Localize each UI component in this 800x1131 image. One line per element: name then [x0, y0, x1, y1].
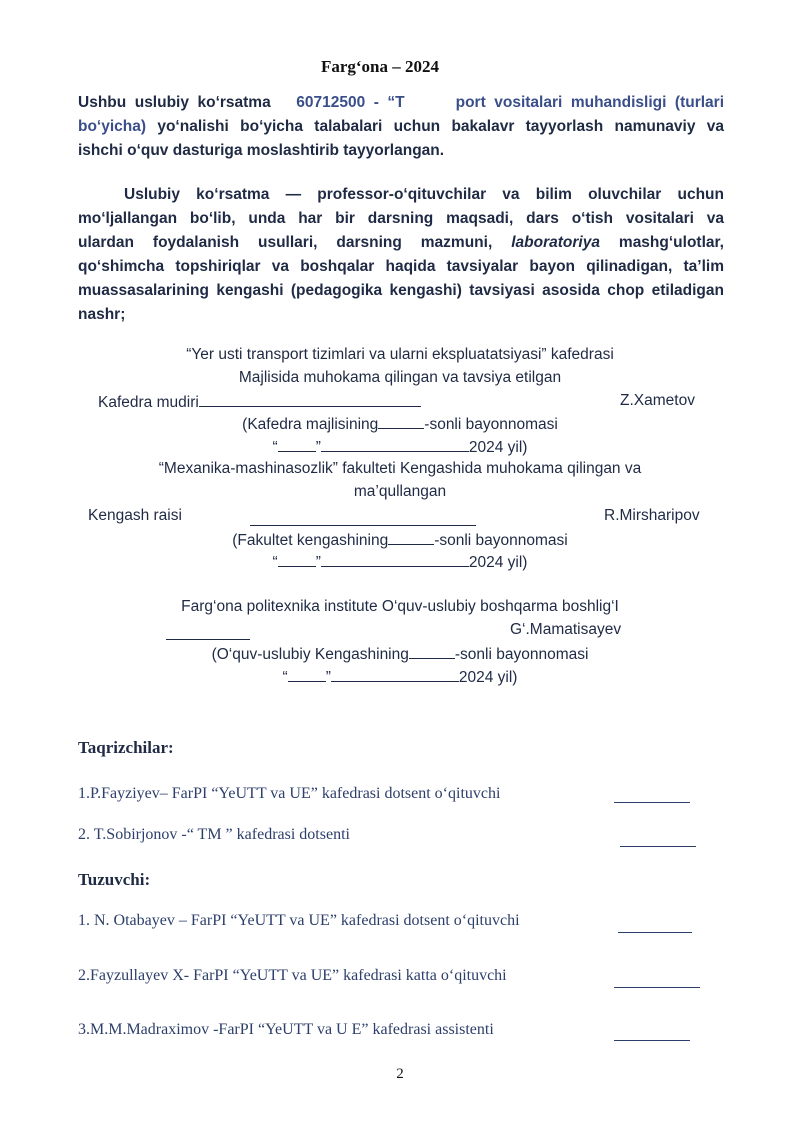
description-line-4: qo‘shimcha topshiriqlar va boshqalar haqida tavsiyalar bayon qilinadigan, ta’lim	[78, 258, 724, 275]
description-line-3: ulardan foydalanish usullari, darsning mazmuni, laboratoriya mashg‘ulotlar,	[78, 234, 724, 251]
institute-head-name: G‘.Mamatisayev	[510, 621, 622, 638]
faculty-line-2: ma’qullangan	[353, 483, 447, 500]
department-role: Kafedra mudiri	[98, 392, 421, 412]
faculty-minutes: (Fakultet kengashining -sonli bayonnomasi	[232, 532, 568, 549]
department-date: “ ” 2024 yil)	[272, 439, 528, 456]
reviewers-heading: Taqrizchilar:	[78, 738, 174, 757]
description-line-1: Uslubiy ko‘rsatma — professor-o‘qituvchilar va bilim oluvchilar uchun	[124, 186, 724, 203]
reviewer-item-2: 2. T.Sobirjonov -“ TM ” kafedrasi dotsenti	[78, 826, 350, 843]
description-line-2: mo‘ljallangan bo‘lib, unda har bir darsning maqsadi, dars o‘tish vositalari va	[78, 210, 724, 227]
intro-line-2: bo‘yicha) yo‘nalishi bo‘yicha talabalari uchun bakalavr tayyorlash namunaviy va	[78, 118, 724, 135]
faculty-signature-line	[250, 524, 476, 526]
faculty-line-1: “Mexanika-mashinasozlik” fakulteti Kengashida muhokama qilingan va	[158, 460, 642, 477]
intro-paragraph	[78, 91, 724, 163]
institute-signature-line	[166, 638, 250, 640]
reviewer-2-signature-line	[620, 845, 696, 847]
author-1-signature-line	[618, 931, 692, 933]
intro-line-3: ishchi o‘quv dasturiga moslashtirib tayyorlangan.	[78, 142, 445, 159]
authors-heading: Tuzuvchi:	[78, 870, 151, 889]
author-2-signature-line	[614, 986, 700, 988]
page-number: 2	[396, 1066, 404, 1082]
faculty-date: “ ” 2024 yil)	[272, 554, 528, 571]
faculty-role: Kengash raisi	[88, 507, 182, 524]
signature-line	[199, 392, 421, 407]
institute-line-1: Farg‘ona politexnika institute O‘quv-uslubiy boshqarma boshlig‘I	[181, 598, 619, 615]
author-item-3: 3.M.M.Madraximov -FarPI “YeUTT va U E” kafedrasi assistenti	[78, 1021, 494, 1038]
intro-line-1: Ushbu uslubiy ko‘rsatma 60712500 - “T port vositalari muhandisligi (turlari	[78, 94, 725, 111]
description-line-5: muassasalarining kengashi (pedagogika kengashi) tavsiyasi asosida chop etiladigan	[78, 282, 724, 299]
document-title: Farg‘ona – 2024	[320, 57, 440, 76]
description-paragraph	[78, 183, 724, 327]
author-item-2: 2.Fayzullayev X- FarPI “YeUTT va UE” kafedrasi katta o‘qituvchi	[78, 967, 507, 984]
faculty-chair-name: R.Mirsharipov	[604, 507, 700, 524]
reviewer-item-1: 1.P.Fayziyev– FarPI “YeUTT va UE” kafedrasi dotsent o‘qituvchi	[78, 785, 501, 802]
department-line-2: Majlisida muhokama qilingan va tavsiya etilgan	[238, 369, 562, 386]
department-minutes: (Kafedra majlisining -sonli bayonnomasi	[242, 416, 558, 433]
department-head-name: Z.Xametov	[620, 392, 695, 409]
reviewer-1-signature-line	[614, 801, 690, 803]
description-line-6: nashr;	[78, 306, 126, 323]
department-line-1: “Yer usti transport tizimlari va ularni ekspluatatsiyasi” kafedrasi	[186, 346, 614, 363]
institute-date: “ ” 2024 yil)	[282, 669, 518, 686]
author-item-1: 1. N. Otabayev – FarPI “YeUTT va UE” kafedrasi dotsent o‘qituvchi	[78, 912, 520, 929]
author-3-signature-line	[614, 1039, 690, 1041]
institute-minutes: (O‘quv-uslubiy Kengashining -sonli bayonnomasi	[211, 646, 589, 663]
